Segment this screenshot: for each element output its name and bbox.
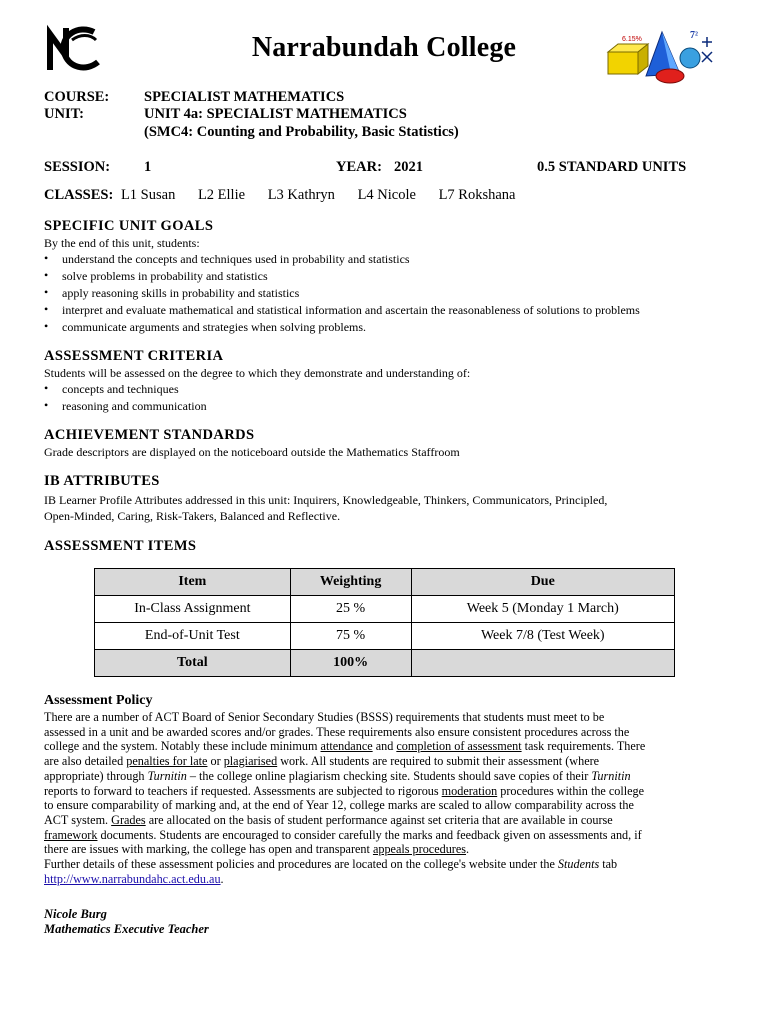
year-value: 2021 — [394, 159, 423, 175]
standard-units: 0.5 STANDARD UNITS — [537, 159, 687, 175]
bullet-icon: • — [44, 285, 49, 299]
penalties-link[interactable]: penalties for late — [126, 754, 208, 769]
column-header: Weighting — [290, 569, 411, 596]
ib-text-line2: Open-Minded, Caring, Risk-Takers, Balanced and Reflective. — [44, 509, 341, 523]
table-row — [95, 623, 675, 650]
table-cell: 25 % — [290, 596, 411, 623]
column-header: Due — [411, 569, 674, 596]
course-value: SPECIALIST MATHEMATICS — [144, 89, 345, 105]
unit-label: UNIT: — [44, 106, 85, 122]
total-due — [411, 650, 674, 677]
assessment-table — [94, 568, 675, 677]
college-website-link[interactable]: http://www.narrabundahc.act.edu.au — [44, 871, 221, 886]
table-cell: 75 % — [290, 623, 411, 650]
unit-value: UNIT 4a: SPECIALIST MATHEMATICS — [144, 106, 407, 122]
class-item: L2 Ellie — [197, 187, 246, 203]
classes-label: CLASSES: — [44, 187, 114, 203]
classes-row — [44, 187, 535, 204]
total-label: Total — [95, 650, 291, 677]
class-item: L3 Kathryn — [267, 187, 335, 203]
table-cell: End-of-Unit Test — [95, 623, 291, 650]
goals-heading: SPECIFIC UNIT GOALS — [44, 218, 214, 234]
bullet-icon: • — [44, 319, 49, 333]
policy-text: There are a number of ACT Board of Senior Secondary Studies (BSSS) requirements that students must meet to be assessed in a unit and be awarded scores and/or grades. These requirements also ensure consistent procedures across the college and the system. Notably these include minimum attendance and completion of assessment task requirements. There are also detailed penalties for late or plagiarised work. All students are required to submit their assessment (where appropriate) through Turnitin – the college online plagiarism checking site. Students should save copies of their Turnitin reports to forward to teachers if requested. Assessments are subjected to rigorous moderation procedures within the college to ensure comparability of marking and, at the end of Year 12, college marks are scaled to allow comparability across the ACT system. Grades are allocated on the basis of student performance against set criteria that are available in course framework documents. Students are encouraged to consider carefully the marks and feedback given on assessments and, if there are issues with marking, the college has open and transparent appeals procedures. Further details of these assessment policies and procedures are located on the college's website under the Students tab http://www.narrabundahc.act.edu.au. — [44, 710, 646, 886]
unit-subtitle: (SMC4: Counting and Probability, Basic Statistics) — [144, 124, 459, 140]
bullet-icon: • — [44, 381, 49, 395]
total-value: 100% — [290, 650, 411, 677]
framework-link[interactable]: framework — [44, 827, 98, 842]
completion-link[interactable]: completion of assessment — [396, 739, 522, 754]
signature-title: Mathematics Executive Teacher — [44, 922, 209, 936]
class-item: L4 Nicole — [357, 187, 416, 203]
criteria-intro: Students will be assessed on the degree to which they demonstrate and understanding of: — [44, 366, 471, 380]
bullet-icon: • — [44, 302, 49, 316]
ib-text-line1: IB Learner Profile Attributes addressed in this unit: Inquirers, Knowledgeable, Thinkers, Communicators, Principled, — [44, 493, 608, 507]
course-label: COURSE: — [44, 89, 110, 105]
table-cell: In-Class Assignment — [95, 596, 291, 623]
table-row — [95, 596, 675, 623]
column-header: Item — [95, 569, 291, 596]
table-cell: Week 5 (Monday 1 March) — [411, 596, 674, 623]
criteria-heading: ASSESSMENT CRITERIA — [44, 348, 224, 364]
standards-text: Grade descriptors are displayed on the noticeboard outside the Mathematics Staffroom — [44, 445, 460, 459]
table-header-row — [95, 569, 675, 596]
class-item: L1 Susan — [120, 187, 176, 203]
session-label: SESSION: — [44, 159, 111, 175]
goals-intro: By the end of this unit, students: — [44, 236, 200, 250]
year-label: YEAR: — [336, 159, 382, 175]
moderation-link[interactable]: moderation — [441, 783, 498, 798]
items-heading: ASSESSMENT ITEMS — [44, 538, 197, 554]
math-clipart-icon — [606, 28, 726, 88]
page-title: Narrabundah College — [251, 32, 517, 63]
attendance-link[interactable]: attendance — [320, 739, 373, 754]
clipart-label-left: 6.15% — [622, 36, 642, 43]
standards-heading: ACHIEVEMENT STANDARDS — [44, 427, 255, 443]
table-total-row — [95, 650, 675, 677]
document-page: Narrabundah College 6.15% 7² COURSE: SPECIALIST MATHEMATICS UNIT: UNIT 4a: SPECIALIST MATHEMATICS (SMC4: Counting and Probability, Basic Statistics) SESSION: 1 YEAR: 2021 0.5 STANDARD UNITS CLASSES: L1 Susan L2 Ellie L3 Kathryn L4 Nicole L7 Rokshana SPECIFIC UNIT GOALS By the end of this unit, students: • understand the concepts and techniques used in probability and statistics • solve problems in probability and statistics • apply reasoning skills in probability and statistics • interpret and evaluate mathematical and statistical information and ascertain the reasonableness of solutions to problems • communicate arguments and strategies when solving problems. ASSESSMENT CRITERIA Students will be assessed on the degree to which they demonstrate and understanding of: • concepts and techniques • reasoning and communication ACHIEVEMENT STANDARDS Grade descriptors are displayed on the noticeboard outside the Mathematics Staffroom IB ATTRIBUTES IB Learner Profile Attributes addressed in this unit: Inquirers, Knowledgeable, Thinkers, Communicators, Principled, Open-Minded, Caring, Risk-Takers, Balanced and Reflective. ASSESSMENT ITEMS Item Weighting Due In-Class Assignment 25 % Week 5 (Monday 1 March) End-of-Unit Test 75 % Week 7/8 (Test Week) Total 100% Assessment Policy There are a number of ACT Board of Senior Secondary Studies (BSSS) requirements that students must meet to be assessed in a unit and be awarded scores and/or grades. These requirements also ensure consistent procedures across the college and the system. Notably these include minimum attendance and completion of assessment task requirements. There are also detailed penalties for late or plagiarised work. All students are required to submit their assessment (where appropriate) through Turnitin – the college online plagiarism checking site. Students should save copies of their Turnitin reports to forward to teachers if requested. Assessments are subjected to rigorous moderation procedures within the college to ensure comparability of marking and, at the end of Year 12, college marks are scaled to allow comparability across the ACT system. Grades are allocated on the basis of student performance against set criteria that are available in course framework documents. Students are encouraged to consider carefully the marks and feedback given on assessments and, if there are issues with marking, the college has open and transparent appeals procedures. Further details of these assessment policies and procedures are located on the college's website under the Students tab http://www.narrabundahc.act.edu.au. Nicole Burg Mathematics Executive Teacher — [0, 0, 768, 1024]
clipart-label-right: 7² — [690, 30, 698, 41]
policy-heading: Assessment Policy — [44, 693, 153, 708]
bullet-icon: • — [44, 398, 49, 412]
signature-name: Nicole Burg — [44, 907, 107, 921]
bullet-icon: • — [44, 251, 49, 265]
ib-heading: IB ATTRIBUTES — [44, 473, 160, 489]
appeals-link[interactable]: appeals procedures — [372, 842, 467, 857]
session-value: 1 — [144, 159, 152, 175]
plagiarised-link[interactable]: plagiarised — [223, 754, 278, 769]
table-cell: Week 7/8 (Test Week) — [411, 623, 674, 650]
class-item: L7 Rokshana — [438, 187, 516, 203]
bullet-icon: • — [44, 268, 49, 282]
grades-link[interactable]: Grades — [111, 812, 146, 827]
